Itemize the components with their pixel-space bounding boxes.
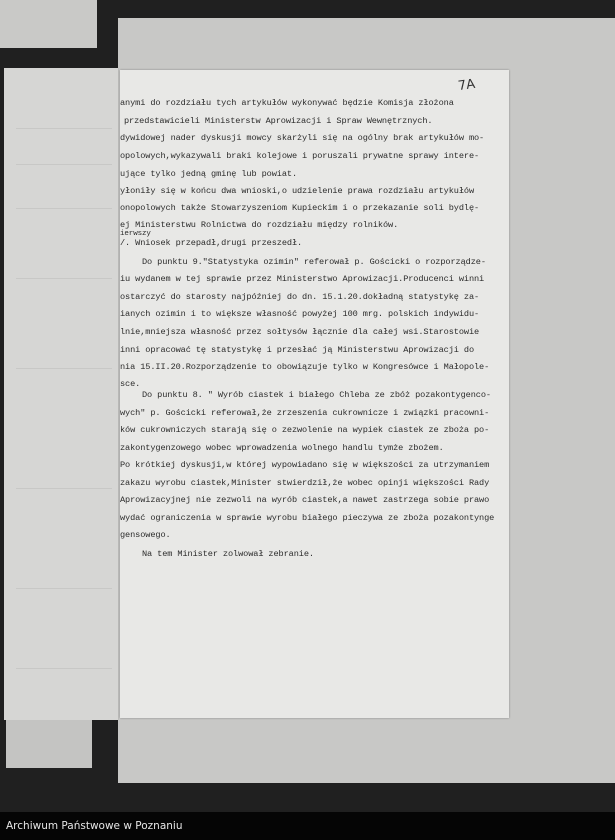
text-line: wych" p. Gościcki referował,że zrzeszenia cukrownicze i związki pracowni- [120, 408, 490, 418]
text-line: Aprowizacyjnej nie zezwoli na wyrób ciastek,a nawet zastrzega sobie prawo [120, 495, 490, 505]
text-line: inni opracować tę statystykę i przesłać ją Ministerstwu Aprowizacji do [120, 345, 474, 355]
archive-name: Archiwum Państwowe w Poznaniu [6, 820, 183, 832]
text-line: ej Ministerstwu Rolnictwa do rozdziału między rolników. [120, 220, 399, 230]
text-line: lnie,mniejsza własność przez sołtysów łącznie dla całej wsi.Starostowie [120, 327, 480, 337]
page-number-mark: 7A [457, 76, 477, 95]
text-line: Na tem Minister zolwował zebranie. [142, 549, 314, 559]
text-line: anymi do rozdziału tych artykułów wykonywać będzie Komisja złożona [120, 98, 454, 108]
text-line: ujące tylko jedną gminę lub powiat. [120, 169, 297, 179]
document-page [120, 70, 509, 718]
text-line: Do punktu 8. " Wyrób ciastek i białego Chleba ze zbóż pozakontygenco- [142, 390, 491, 400]
text-line: ków cukrowniczych starają się o zezwolenie na wypiek ciastek ze zboża po- [120, 425, 490, 435]
text-line: ostarczyć do starosty najpóźniej do dn. 15.1.20.dokładną statystykę za- [120, 292, 480, 302]
text-line: iu wydanem w tej sprawie przez Ministerstwo Aprowizacji.Producenci winni [120, 274, 485, 284]
text-line: zakazu wyrobu ciastek,Minister stwierdził,że wobec opinji większości Rady [120, 478, 490, 488]
text-line: ierwszy [120, 230, 151, 238]
text-line: zakontygenzowego wobec wprowadzenia wolnego handlu tymże zbożem. [120, 443, 444, 453]
text-line: Po krótkiej dyskusji,w której wypowiadano się w większości za utrzymaniem [120, 460, 490, 470]
text-line: sce. [120, 379, 141, 389]
text-line: /. Wniosek przepadł,drugi przeszedł. [120, 238, 303, 248]
text-line: onopolowych także Stowarzyszeniom Kupieckim i o przekazanie soli bydlę- [120, 203, 480, 213]
text-line: opolowych,wykazywali braki kolejowe i poruszali prywatne sprawy intere- [120, 151, 480, 161]
left-strip [6, 720, 92, 768]
text-line: yłoniły się w końcu dwa wnioski,o udzielenie prawa rozdziału artykułów [120, 186, 474, 196]
text-line: gensowego. [120, 530, 171, 540]
text-line: wydać ograniczenia w sprawie wyrobu białego pieczywa ze zboża pozakontynge [120, 513, 495, 523]
text-line: Do punktu 9."Statystyka ozimin" referował p. Gościcki o rozporządze- [142, 257, 486, 267]
top-left-board [0, 0, 97, 48]
text-line: dywidowej nader dyskusji mowcy skarżyli się na ogólny brak artykułów mo- [120, 133, 485, 143]
text-line: przedstawicieli Ministerstw Aprowizacji i Spraw Wewnętrznych. [124, 116, 433, 126]
adjacent-page [4, 68, 119, 720]
text-line: nia 15.II.20.Rozporządzenie to obowiązuje tylko w Kongresówce i Małopole- [120, 362, 490, 372]
text-line: ianych ozimin i to większe własność powyżej 100 mrg. polskich indywidu- [120, 309, 480, 319]
